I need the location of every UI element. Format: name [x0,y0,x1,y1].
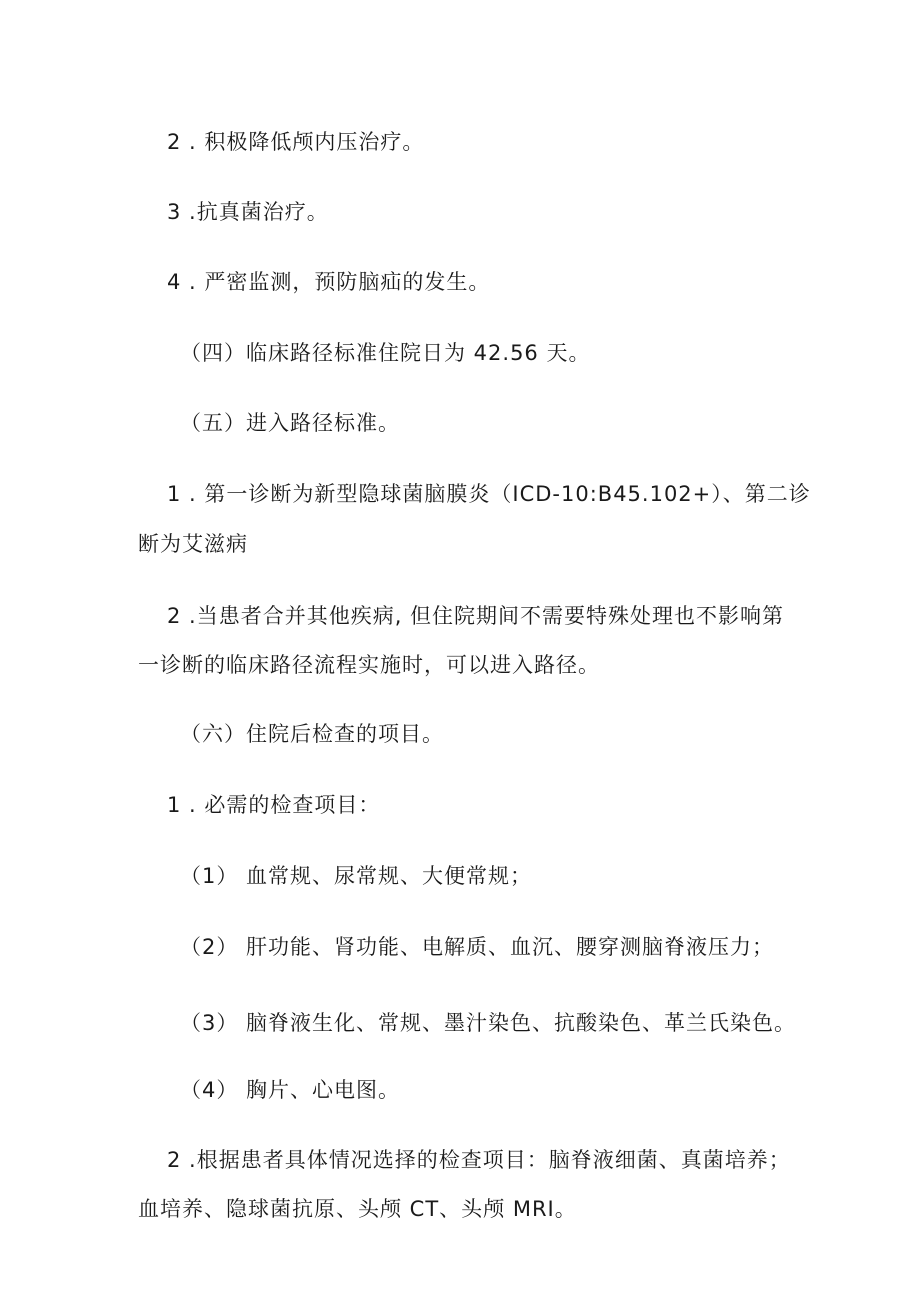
list-item: （2） 肝功能、肾功能、电解质、血沉、腰穿测脑脊液压力； [180,935,775,959]
section-heading: （四）临床路径标准住院日为 42.56 天。 [180,341,591,365]
paragraph-line: 4 . 严密监测，预防脑疝的发生。 [167,270,491,294]
section-heading: （六）住院后检查的项目。 [180,722,444,746]
list-item: （3） 脑脊液生化、常规、墨汁染色、抗酸染色、革兰氏染色。 [180,1011,797,1035]
paragraph-line: 2 . 积极降低颅内压治疗。 [167,130,425,154]
paragraph-line: 1 . 第一诊断为新型隐球菌脑膜炎（ICD-10:B45.102+）、第二诊 [167,482,811,506]
paragraph-line: 3 .抗真菌治疗。 [167,200,329,224]
paragraph-line: 2 .当患者合并其他疾病, 但住院期间不需要特殊处理也不影响第 [167,604,785,628]
paragraph-line: 血培养、隐球菌抗原、头颅 CT、头颅 MRI。 [138,1197,577,1221]
list-item: （1） 血常规、尿常规、大便常规； [180,864,533,888]
section-heading: （五）进入路径标准。 [180,411,400,435]
paragraph-line: 1 . 必需的检查项目： [167,793,381,817]
list-item: （4） 胸片、心电图。 [180,1078,401,1102]
paragraph-line: 断为艾滋病 [138,532,248,556]
paragraph-line: 一诊断的临床路径流程实施时，可以进入路径。 [138,653,600,677]
paragraph-line: 2 .根据患者具体情况选择的检查项目：脑脊液细菌、真菌培养； [167,1148,791,1172]
